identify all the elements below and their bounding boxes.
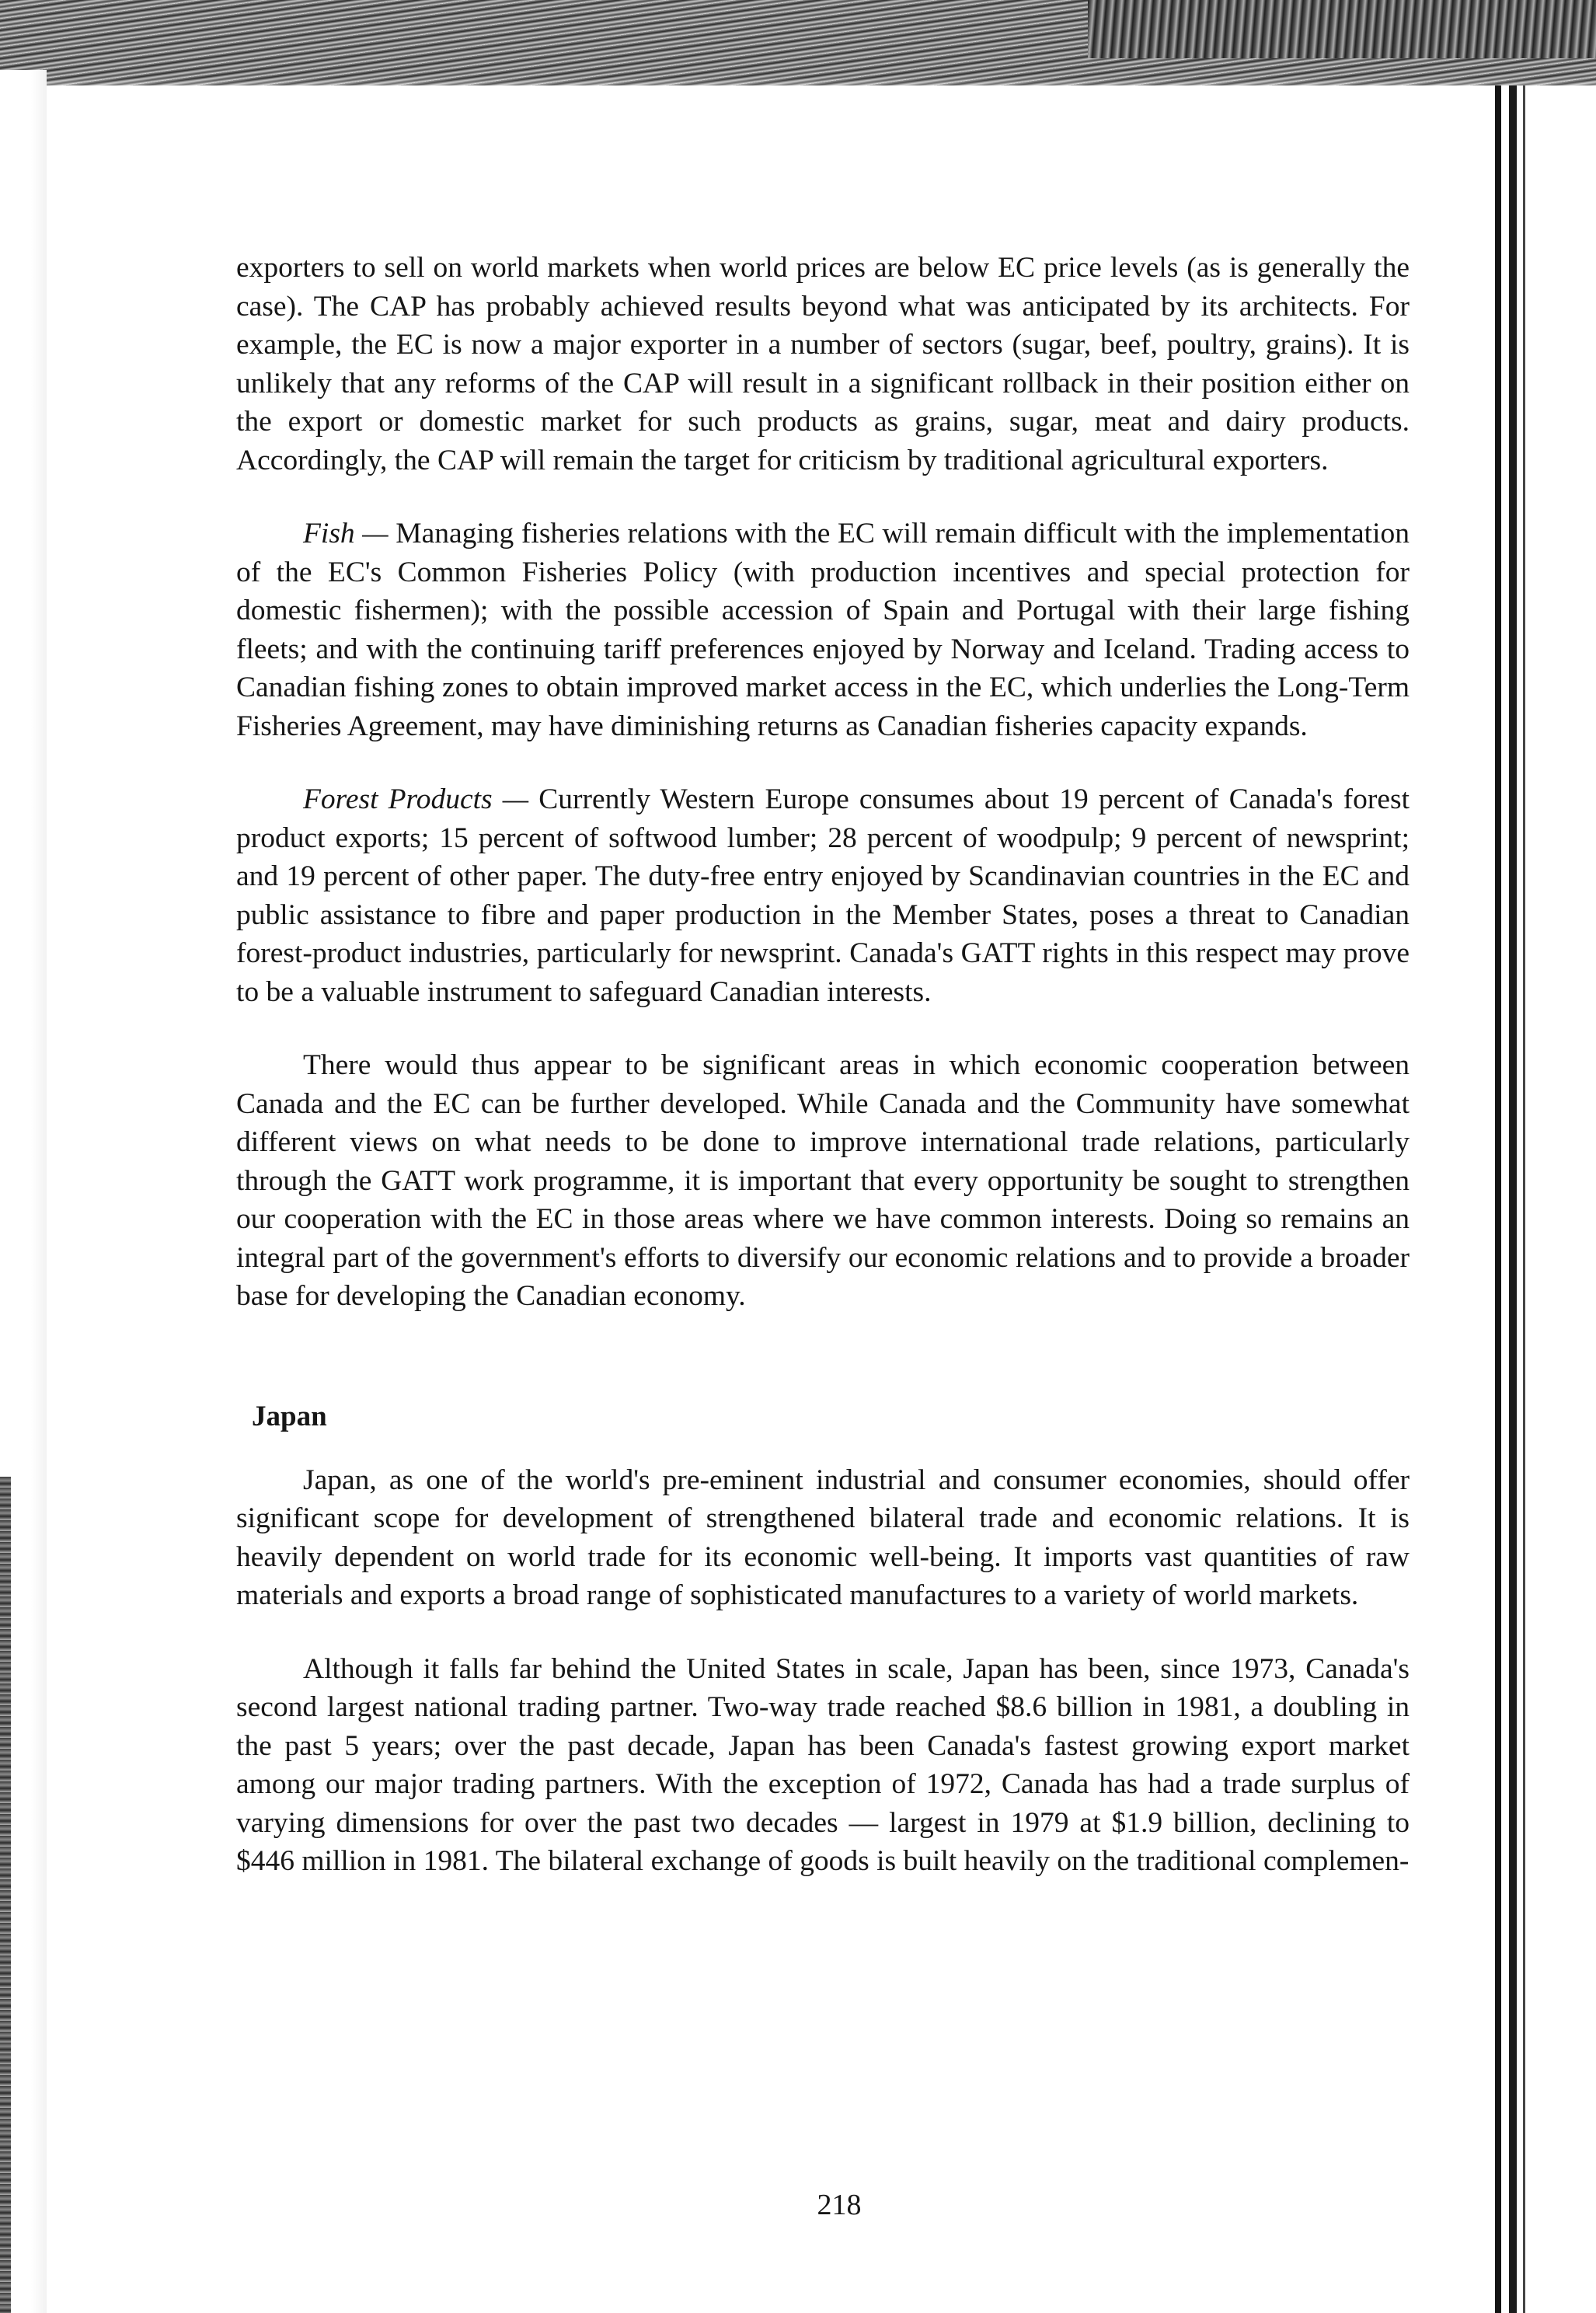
page-number: 218 bbox=[817, 2189, 862, 2221]
scan-right-binding bbox=[1495, 85, 1596, 2313]
run-in-heading-fish: Fish — bbox=[303, 518, 389, 549]
scan-top-right-edge bbox=[1088, 0, 1596, 58]
section-heading-japan: Japan bbox=[252, 1400, 327, 1432]
paragraph-cap-continued: exporters to sell on world markets when world prices are below EC price levels (as is generally the case). The CAP has probably achieved results beyond what was anticipated by its architects. For example, the EC is now a major exporter in a number of sectors (sugar, beef, poultry, grains). It is unlikely that any reforms of the CAP will result in a significant rollback in their position either on the export or domestic market for such products as grains, sugar, meat and dairy products. Accordingly, the CAP will remain the target for criticism by traditional agricultural exporters. bbox=[236, 252, 1410, 476]
paragraph-japan-intro: Japan, as one of the world's pre-eminent industrial and consumer economies, should offer significant scope for development of strengthened bilateral trade and economic relations. It is heavily dependent on world trade for its economic well-being. It imports vast quantities of raw materials and exports a broad range of sophisticated manufactures to a variety of world markets. bbox=[236, 1464, 1410, 1611]
paragraph-japan-trade: Although it falls far behind the United States in scale, Japan has been, since 1973, Canada's second largest national trading partner. Two-way trade reached $8.6 billion in 1981, a doubling in the past 5 years; over the past decade, Japan has been Canada's fastest growing export market among our major trading partners. With the exception of 1972, Canada has had a trade surplus of varying dimensions for over the past two decades — largest in 1979 at $1.9 billion, declining to $446 million in 1981. The bilateral exchange of goods is built heavily on the traditional complemen- bbox=[236, 1652, 1410, 1877]
scan-left-edge bbox=[0, 1477, 11, 2313]
binding-rule bbox=[1509, 85, 1517, 2313]
paragraph-forest-products-body: Currently Western Europe consumes about 19 percent of Canada's forest product exports; 15 percent of softwood lumber; 28 percent of woodpulp; 9 percent of newsprint; and 19 percent of other paper. The duty-free entry enjoyed by Scandinavian countries in the EC and public assistance to fibre and paper production in the Member States, poses a threat to Canadian forest-product industries, particularly for newsprint. Canada's GATT rights in this respect may prove to be a valuable instrument to safeguard Canadian interests. bbox=[236, 783, 1410, 1008]
run-in-heading-forest-products: Forest Products — bbox=[303, 783, 529, 815]
paragraph-forest-products bbox=[236, 780, 1410, 1011]
paragraph-fish-body: Managing fisheries relations with the EC will remain difficult with the implementation of the EC's Common Fisheries Policy (with production incentives and special protection for domestic fishermen); with the possible accession of Spain and Portugal with their large fishing fleets; and with the continuing tariff preferences enjoyed by Norway and Iceland. Trading access to Canadian fishing zones to obtain improved market access in the EC, which underlies the Long-Term Fisheries Agreement, may have diminishing returns as Canadian fisheries capacity expands. bbox=[236, 518, 1410, 742]
binding-rule bbox=[1495, 85, 1501, 2313]
paragraph-cooperation: There would thus appear to be significant areas in which economic cooperation between Canada and the EC can be further developed. While Canada and the Community have somewhat different views on what needs to be done to improve international trade relations, particularly through the GATT work programme, it is important that every opportunity be sought to strengthen our cooperation with the EC in those areas where we have common interests. Doing so remains an integral part of the government's efforts to diversify our economic relations and to provide a broader base for developing the Canadian economy. bbox=[236, 1049, 1410, 1312]
document-page bbox=[236, 249, 1410, 1881]
binding-rule bbox=[1523, 85, 1525, 2313]
paragraph-fish bbox=[236, 515, 1410, 745]
